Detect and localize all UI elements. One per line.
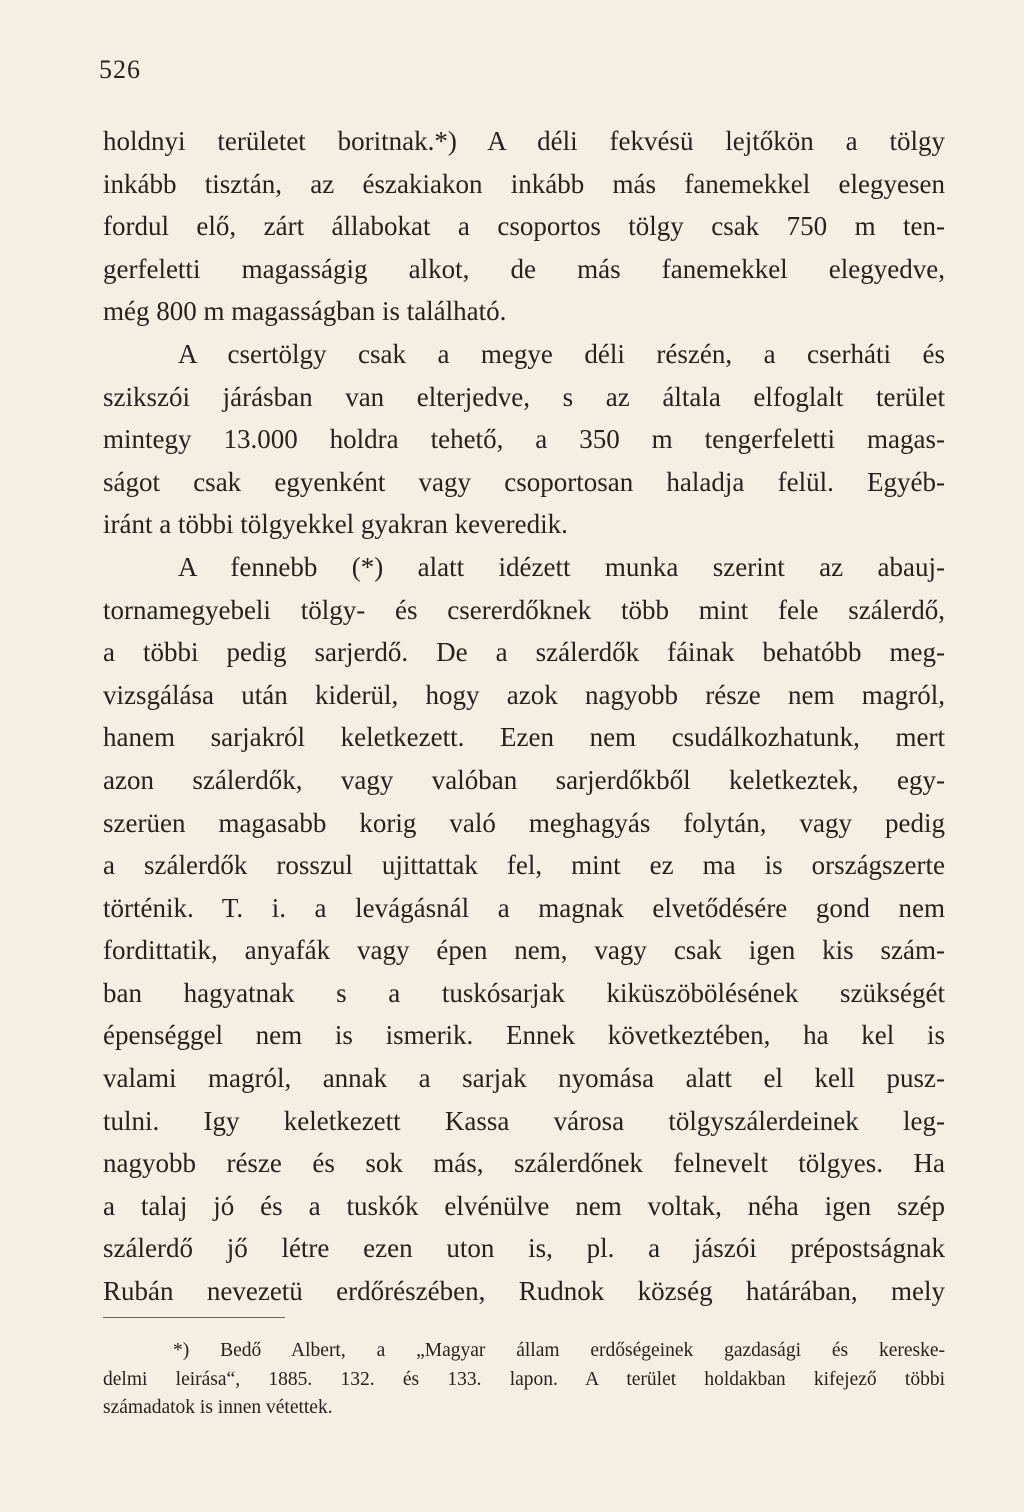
text-line: hanem sarjakról keletkezett. Ezen nem csudálkozhatunk, mert (103, 722, 945, 753)
footnote-line: számadatok is innen vétettek. (103, 1397, 333, 1418)
text-line: szálerdő jő létre ezen uton is, pl. a jászói prépostságnak (103, 1233, 945, 1264)
text-line: a szálerdők rosszul ujittattak fel, mint ez ma is országszerte (103, 850, 945, 881)
text-line: fordul elő, zárt állabokat a csoportos tölgy csak 750 m ten- (103, 211, 945, 242)
text-line: a többi pedig sarjerdő. De a szálerdők fáinak behatóbb meg- (103, 637, 945, 668)
text-line: még 800 m magasságban is található. (103, 296, 507, 327)
text-line: A csertölgy csak a megye déli részén, a cserháti és (178, 338, 945, 369)
text-line: holdnyi területet boritnak.*) A déli fekvésü lejtőkön a tölgy (103, 126, 945, 156)
footnote-line: delmi leirása“, 1885. 132. és 133. lapon. A terület holdakban kifejező többi (103, 1368, 945, 1390)
text-line: fordittatik, anyafák vagy épen nem, vagy csak igen kis szám- (103, 935, 945, 966)
text-line: ságot csak egyenként vagy csoportosan haladja felül. Egyéb- (103, 466, 945, 497)
text-line: nagyobb része és sok más, szálerdőnek felnevelt tölgyes. Ha (103, 1148, 945, 1179)
text-line: iránt a többi tölgyekkel gyakran keveredik. (103, 509, 568, 540)
text-line: tornamegyebeli tölgy- és csererdőknek több mint fele szálerdő, (103, 594, 945, 625)
footnote-line: *) Bedő Albert, a „Magyar állam erdőségeinek gazdasági és kereske- (173, 1340, 945, 1361)
text-line: Rubán nevezetü erdőrészében, Rudnok község határában, mely (103, 1276, 945, 1307)
text-line: inkább tisztán, az északiakon inkább más fanemekkel elegyesen (103, 168, 945, 199)
text-line: azon szálerdők, vagy valóban sarjerdőkből keletkeztek, egy- (103, 764, 945, 795)
text-line: történik. T. i. a levágásnál a magnak elvetődésére gond nem (103, 892, 945, 923)
text-line: épenséggel nem is ismerik. Ennek következtében, ha kel is (103, 1020, 945, 1051)
text-line: A fennebb (*) alatt idézett munka szerint az abauj- (178, 551, 945, 582)
text-line: tulni. Igy keletkezett Kassa városa tölgyszálerdeinek leg- (103, 1105, 945, 1136)
text-line: mintegy 13.000 holdra tehető, a 350 m tengerfeletti magas- (103, 424, 945, 455)
text-line: vizsgálása után kiderül, hogy azok nagyobb része nem magról, (103, 679, 945, 710)
footnote-divider (103, 1317, 285, 1318)
text-line: gerfeletti magasságig alkot, de más fanemekkel elegyedve, (103, 253, 945, 284)
footnotes (103, 1337, 945, 1423)
page-number: 526 (99, 55, 141, 84)
body-text (103, 120, 945, 1313)
text-line: ban hagyatnak s a tuskósarjak kiküszöbölésének szükségét (103, 977, 945, 1008)
text-line: szerüen magasabb korig való meghagyás folytán, vagy pedig (103, 807, 945, 838)
text-line: valami magról, annak a sarjak nyomása alatt el kell pusz- (103, 1063, 945, 1094)
text-line: a talaj jó és a tuskók elvénülve nem voltak, néha igen szép (103, 1190, 945, 1221)
text-line: szikszói járásban van elterjedve, s az általa elfoglalt terület (103, 381, 945, 412)
